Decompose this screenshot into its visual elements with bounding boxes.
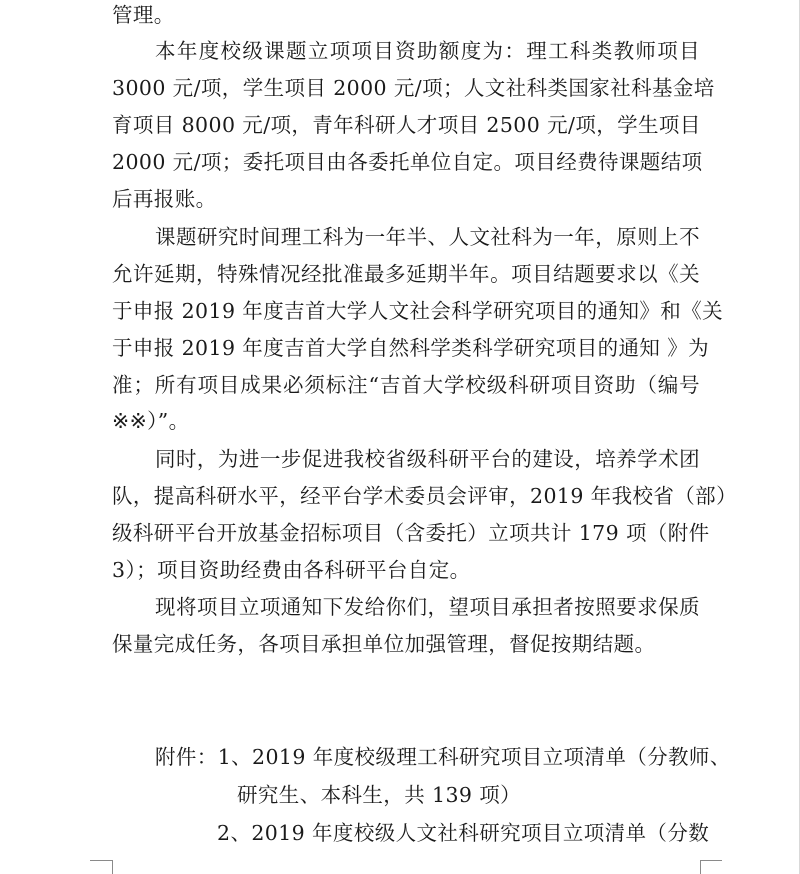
- attachment-line: 研究生、本科生，共 139 项）: [237, 783, 522, 807]
- paragraph-line: 育项目 8000 元/项，青年科研人才项目 2500 元/项，学生项目: [112, 113, 701, 137]
- paragraph-line: 2000 元/项；委托项目由各委托单位自定。项目经费待课题结项: [112, 150, 703, 174]
- paragraph-line: 本年度校级课题立项项目资助额度为：理工科类教师项目: [155, 39, 700, 63]
- paragraph-line: 保量完成任务，各项目承担单位加强管理，督促按期结题。: [112, 632, 656, 656]
- paragraph-line: 后再报账。: [112, 187, 217, 211]
- paragraph-line: 于申报 2019 年度吉首大学自然科学类科学研究项目的通知 》为: [112, 336, 710, 360]
- paragraph-line: 现将项目立项通知下发给你们，望项目承担者按照要求保质: [155, 595, 700, 619]
- paragraph-line: 3）；项目资助经费由各科研平台自定。: [112, 558, 471, 582]
- attachment-line: 附件：1、2019 年度校级理工科研究项目立项清单（分教师、: [155, 745, 731, 769]
- paragraph-line: 级科研平台开放基金招标项目（含委托）立项共计 179 项（附件: [112, 521, 710, 545]
- paragraph-line: 3000 元/项，学生项目 2000 元/项；人文社科类国家社科基金培: [112, 76, 715, 100]
- paragraph-line: 课题研究时间理工科为一年半、人文社科为一年，原则上不: [155, 225, 700, 249]
- paragraph-line: 允许延期，特殊情况经批准最多延期半年。项目结题要求以《关: [112, 262, 700, 286]
- page-margin-marker: [700, 860, 701, 874]
- paragraph-line: 于申报 2019 年度吉首大学人文社会科学研究项目的通知》和《关: [112, 299, 724, 323]
- page-margin-marker: [112, 860, 113, 874]
- attachment-line: 2、2019 年度校级人文社科研究项目立项清单（分数: [217, 821, 710, 845]
- paragraph-line: 管理。: [112, 3, 175, 27]
- paragraph-line: ※※）”。: [112, 409, 190, 433]
- paragraph-line: 同时，为进一步促进我校省级科研平台的建设，培养学术团: [155, 447, 700, 471]
- page-margin-marker: [90, 860, 112, 873]
- paragraph-line: 准；所有项目成果必须标注“吉首大学校级科研项目资助（编号: [112, 373, 700, 397]
- page-margin-marker: [700, 860, 722, 873]
- paragraph-line: 队，提高科研水平，经平台学术委员会评审，2019 年我校省（部）: [112, 484, 737, 508]
